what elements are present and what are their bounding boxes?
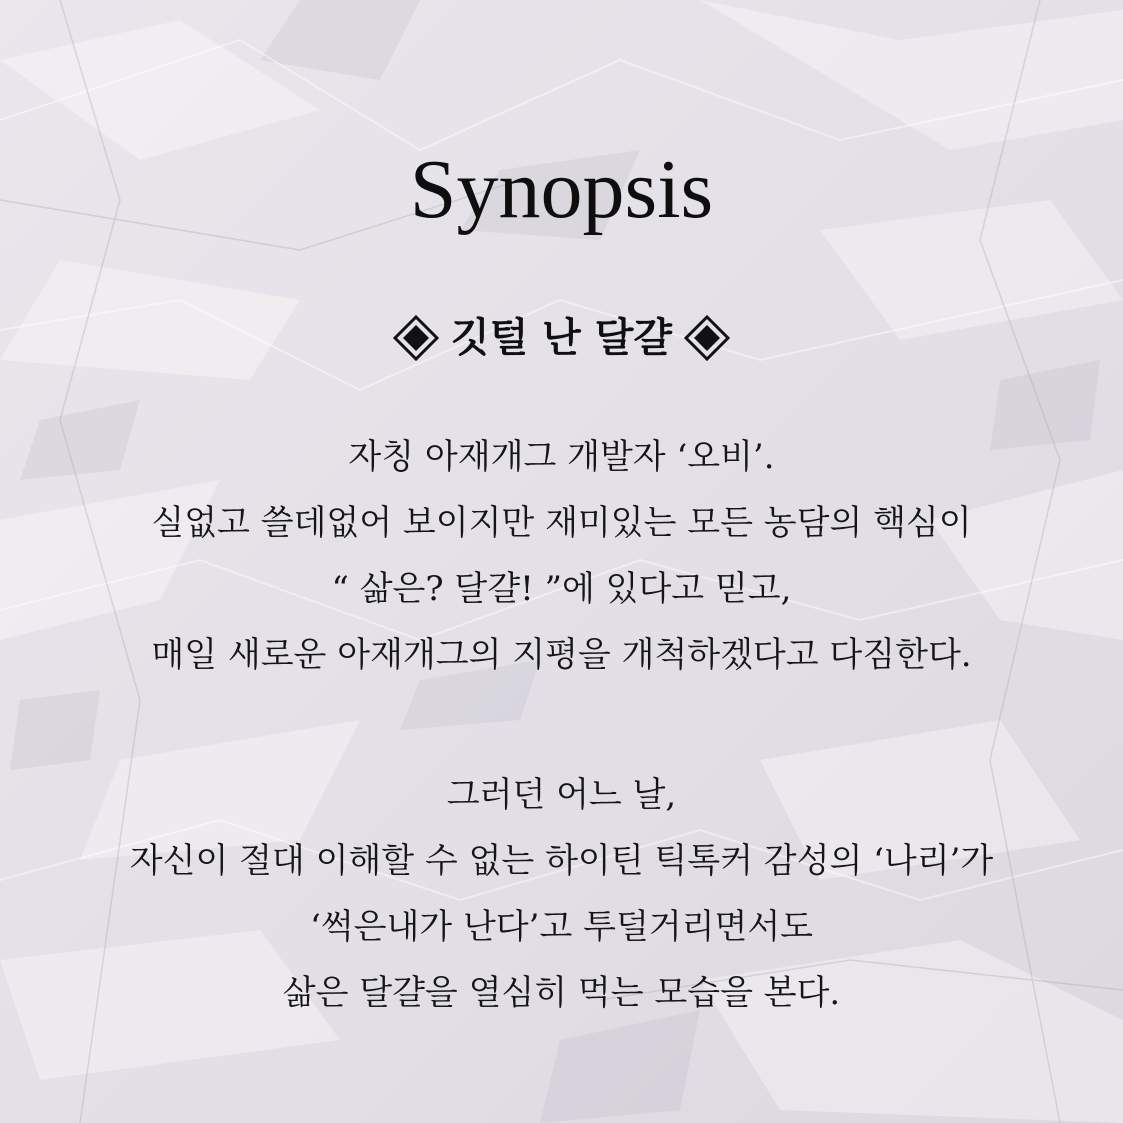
paragraph-line: 실없고 쓸데없어 보이지만 재미있는 모든 농담의 핵심이	[151, 503, 972, 543]
paragraph-line: 매일 새로운 아재개그의 지평을 개척하겠다고 다짐한다.	[151, 635, 972, 675]
story-subtitle	[0, 310, 1123, 366]
synopsis-paragraph-1	[0, 424, 1123, 688]
diamond-left-icon	[393, 315, 439, 361]
paragraph-line: 자칭 아재개그 개발자 ‘오비’.	[348, 437, 775, 477]
subtitle-text: 깃털 난 달걀	[450, 315, 673, 361]
diamond-right-icon	[684, 315, 730, 361]
paragraph-line: 그러던 어느 날,	[446, 775, 677, 815]
synopsis-paragraph-2	[0, 762, 1123, 1026]
page-title: Synopsis	[409, 143, 714, 236]
paragraph-line: “ 삶은? 달걀! ”에 있다고 믿고,	[331, 569, 792, 609]
paragraph-line: ‘썩은내가 난다’고 투덜거리면서도	[309, 907, 814, 947]
paragraph-line: 삶은 달걀을 열심히 먹는 모습을 본다.	[282, 973, 841, 1013]
paragraph-line: 자신이 절대 이해할 수 없는 하이틴 틱톡커 감성의 ‘나리’가	[129, 841, 994, 881]
